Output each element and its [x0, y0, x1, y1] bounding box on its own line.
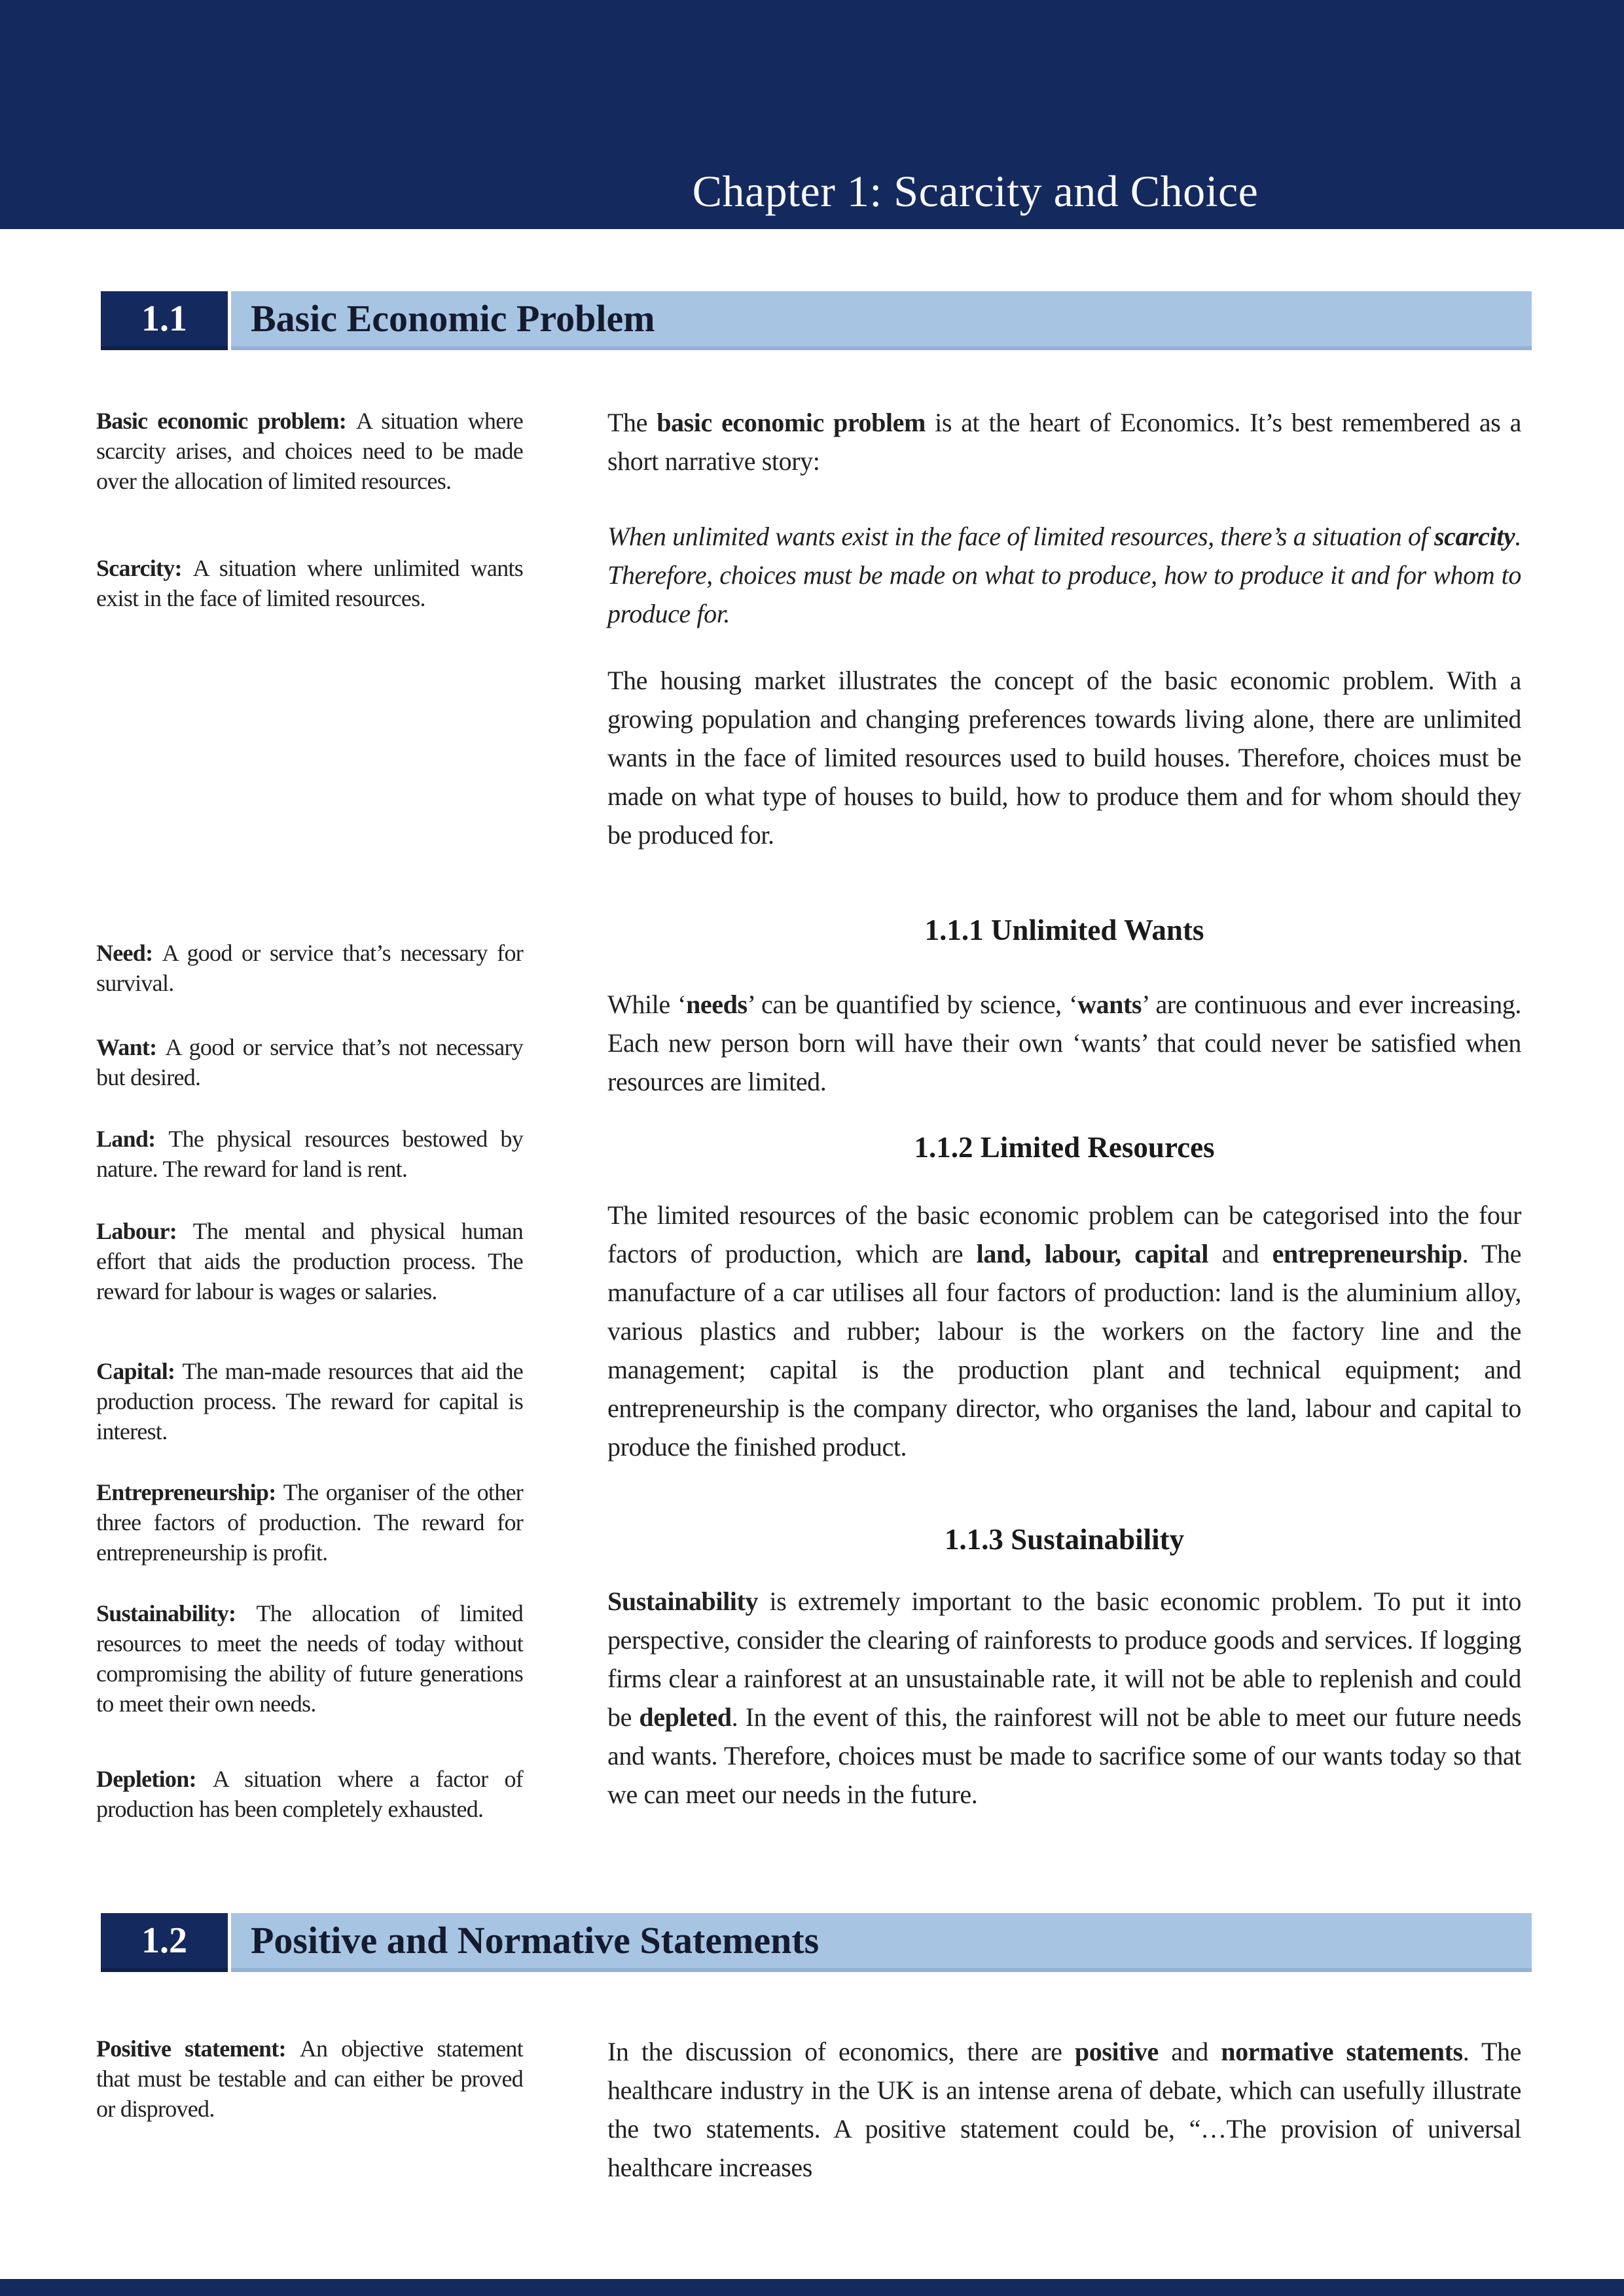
section-1-2-title-bar	[231, 1913, 1532, 1972]
chapter-header-band	[0, 0, 1624, 229]
intro-paragraph: The basic economic problem is at the heart of Economics. It’s best remembered as a short narrative story:	[607, 408, 1521, 476]
housing-example-paragraph: The housing market illustrates the concept of the basic economic problem. With a growing population and changing preferences towards living alone, there are unlimited wants in the face of limited resources used to build houses. Therefore, choices must be made on what type of houses to build, how to produce them and for whom should they be produced for.	[607, 666, 1521, 850]
unlimited-wants-paragraph: While ‘needs’ can be quantified by science, ‘wants’ are continuous and ever increasing. Each new person born will have their own ‘wants’ that could never be satisfied when resources are limited.	[607, 990, 1521, 1096]
definition-scarcity: Scarcity: A situation where unlimited wants exist in the face of limited resources.	[96, 555, 523, 611]
section-1-1-number: 1.1	[101, 291, 228, 350]
subheading-1-1-1: 1.1.1 Unlimited Wants	[924, 914, 1204, 946]
definition-capital: Capital: The man-made resources that aid the production process. The reward for capital is interest.	[96, 1358, 523, 1444]
definition-want: Want: A good or service that’s not necessary but desired.	[96, 1034, 523, 1090]
section-1-1-title: Basic Economic Problem	[251, 297, 655, 340]
limited-resources-paragraph: The limited resources of the basic economic problem can be categorised into the four factors of production, which are land, labour, capital and entrepreneurship. The manufacture of a car utilises all four factors of production: land is the aluminium alloy, various plastics and rubber; labour is the workers on the factory line and the management; capital is the production plant and technical equipment; and entrepreneurship is the company director, who organises the land, labour and capital to produce the finished product.	[607, 1200, 1521, 1462]
definition-basic-economic-problem: Basic economic problem: A situation where scarcity arises, and choices need to be made over the allocation of limited resources.	[96, 408, 523, 494]
subheading-1-1-3: 1.1.3 Sustainability	[944, 1523, 1185, 1556]
definition-depletion: Depletion: A situation where a factor of production has been completely exhausted.	[96, 1766, 523, 1822]
section-1-1-title-bar	[231, 291, 1532, 350]
definition-sustainability: Sustainability: The allocation of limited resources to meet the needs of today without compromising the ability of future generations to meet their own needs.	[96, 1600, 523, 1717]
definition-need: Need: A good or service that’s necessary for survival.	[96, 940, 523, 996]
narrative-quote: When unlimited wants exist in the face of limited resources, there’s a situation of scarcity. Therefore, choices must be made on what to produce, how to produce it and for whom to produce for.	[607, 522, 1521, 628]
sustainability-paragraph: Sustainability is extremely important to the basic economic problem. To put it into perspective, consider the clearing of rainforests to produce goods and services. If logging firms clear a rainforest at an unsustainable rate, it will not be able to replenish and could be depleted. In the event of this, the rainforest will not be able to meet our future needs and wants. Therefore, choices must be made to sacrifice some of our wants today so that we can meet our needs in the future.	[607, 1587, 1521, 1809]
positive-normative-paragraph: In the discussion of economics, there are positive and normative statements. The healthcare industry in the UK is an intense arena of debate, which can usefully illustrate the two statements. A positive statement could be, “…The provision of universal healthcare increases	[607, 2037, 1521, 2182]
section-1-2-header	[101, 1913, 1532, 1972]
definition-labour: Labour: The mental and physical human effort that aids the production process. The reward for labour is wages or salaries.	[96, 1218, 524, 1304]
footer-band	[0, 2279, 1624, 2296]
definition-entrepreneurship: Entrepreneurship: The organiser of the other three factors of production. The reward for entrepreneurship is profit.	[96, 1479, 523, 1566]
definition-positive-statement: Positive statement: An objective statement that must be testable and can either be proved or disproved.	[96, 2036, 523, 2122]
chapter-title: Chapter 1: Scarcity and Choice	[692, 166, 1259, 216]
section-1-2-number: 1.2	[101, 1913, 228, 1972]
section-1-1-header	[101, 291, 1532, 350]
definition-land: Land: The physical resources bestowed by nature. The reward for land is rent.	[96, 1126, 523, 1182]
subheading-1-1-2: 1.1.2 Limited Resources	[914, 1131, 1215, 1164]
section-1-2-title: Positive and Normative Statements	[251, 1919, 820, 1962]
